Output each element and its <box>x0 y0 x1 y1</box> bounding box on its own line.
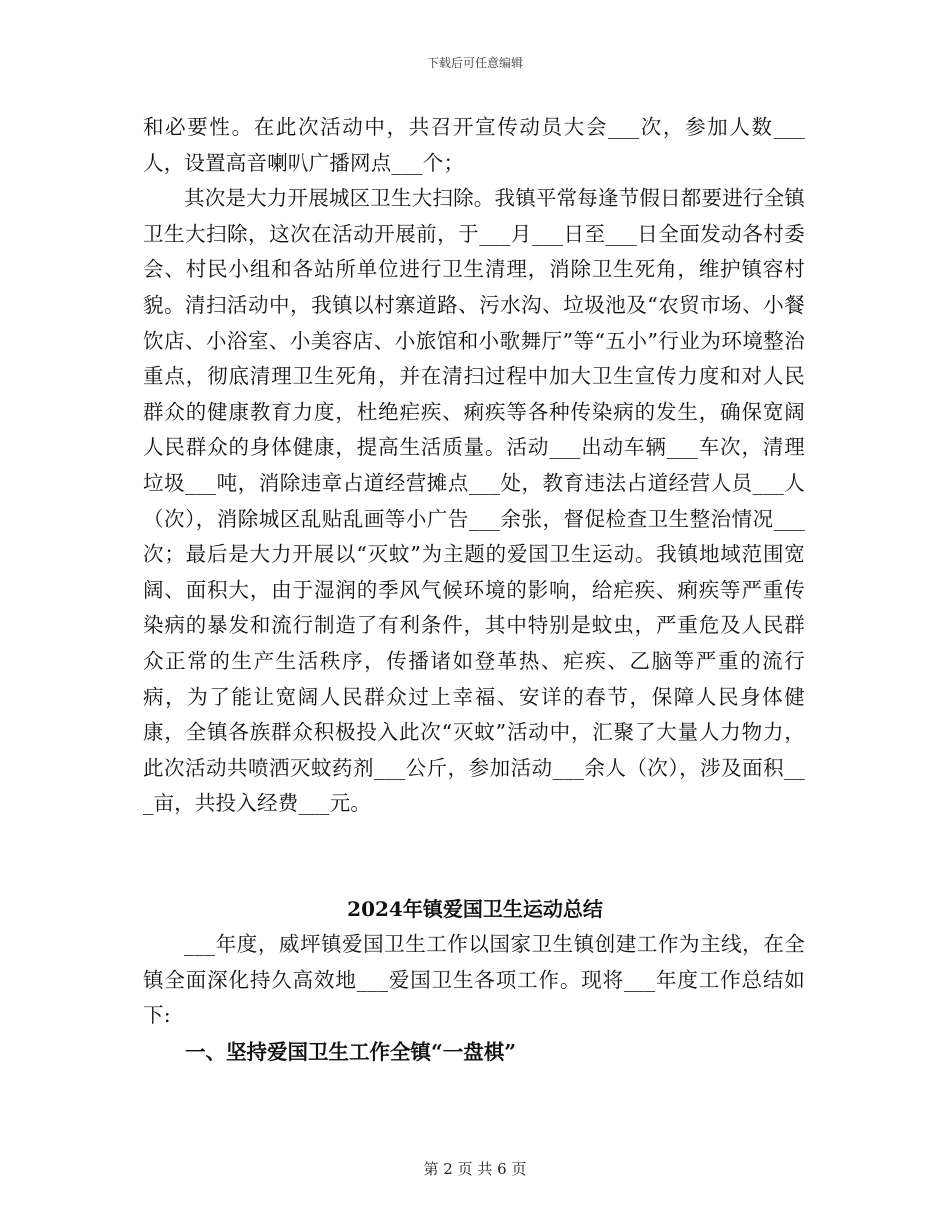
paragraph-intro: ___年度，威坪镇爱国卫生工作以国家卫生镇创建工作为主线，在全镇全面深化持久高效地___爱国卫生各项工作。现将___年度工作总结如下: <box>143 932 805 1028</box>
paragraph-continuation: 和必要性。在此次活动中，共召开宣传动员大会___次，参加人数___人，设置高音喇叭广播网点___个； <box>143 115 805 175</box>
document-body <box>143 110 805 822</box>
section-title: 2024年镇爱国卫生运动总结 <box>347 897 603 921</box>
heading-level-1: 一、坚持爱国卫生工作全镇“一盘棋” <box>185 1040 517 1064</box>
page-footer-number: 第 2 页 共 6 页 <box>423 1160 527 1178</box>
page-header-note: 下载后可任意编辑 <box>426 56 523 70</box>
paragraph-cleanup: 其次是大力开展城区卫生大扫除。我镇平常每逢节假日都要进行全镇卫生大扫除，这次在活动开展前，于___月___日至___日全面发动各村委会、村民小组和各站所单位进行卫生清理，消除卫生死角，维护镇容村貌。清扫活动中，我镇以村寨道路、污水沟、垃圾池及“农贸市场、小餐饮店、小浴室、小美容店、小旅馆和小歌舞厅”等“五小”行业为环境整治重点，彻底清理卫生死角，并在清扫过程中加大卫生宣传力度和对人民群众的健康教育力度，杜绝疟疾、痢疾等各种传染病的发生，确保宽阔人民群众的身体健康，提高生活质量。活动___出动车辆___车次，清理垃圾___吨，消除违章占道经营摊点___处，教育违法占道经营人员___人（次），消除城区乱贴乱画等小广告___余张，督促检查卫生整治情况___次；最后是大力开展以“灭蚊”为主题的爱国卫生运动。我镇地域范围宽阔、面积大，由于湿润的季风气候环境的影响，给疟疾、痢疾等严重传染病的暴发和流行制造了有利条件，其中特别是蚊虫，严重危及人民群众正常的生产生活秩序，传播诸如登革热、疟疾、乙脑等严重的流行病，为了能让宽阔人民群众过上幸福、安详的春节，保障人民身体健康，全镇各族群众积极投入此次“灭蚊”活动中，汇聚了大量人力物力，此次活动共喷洒灭蚊药剂___公斤，参加活动___余人（次），涉及面积___亩，共投入经费___元。 <box>143 186 805 816</box>
document-body-2 <box>143 927 805 1034</box>
